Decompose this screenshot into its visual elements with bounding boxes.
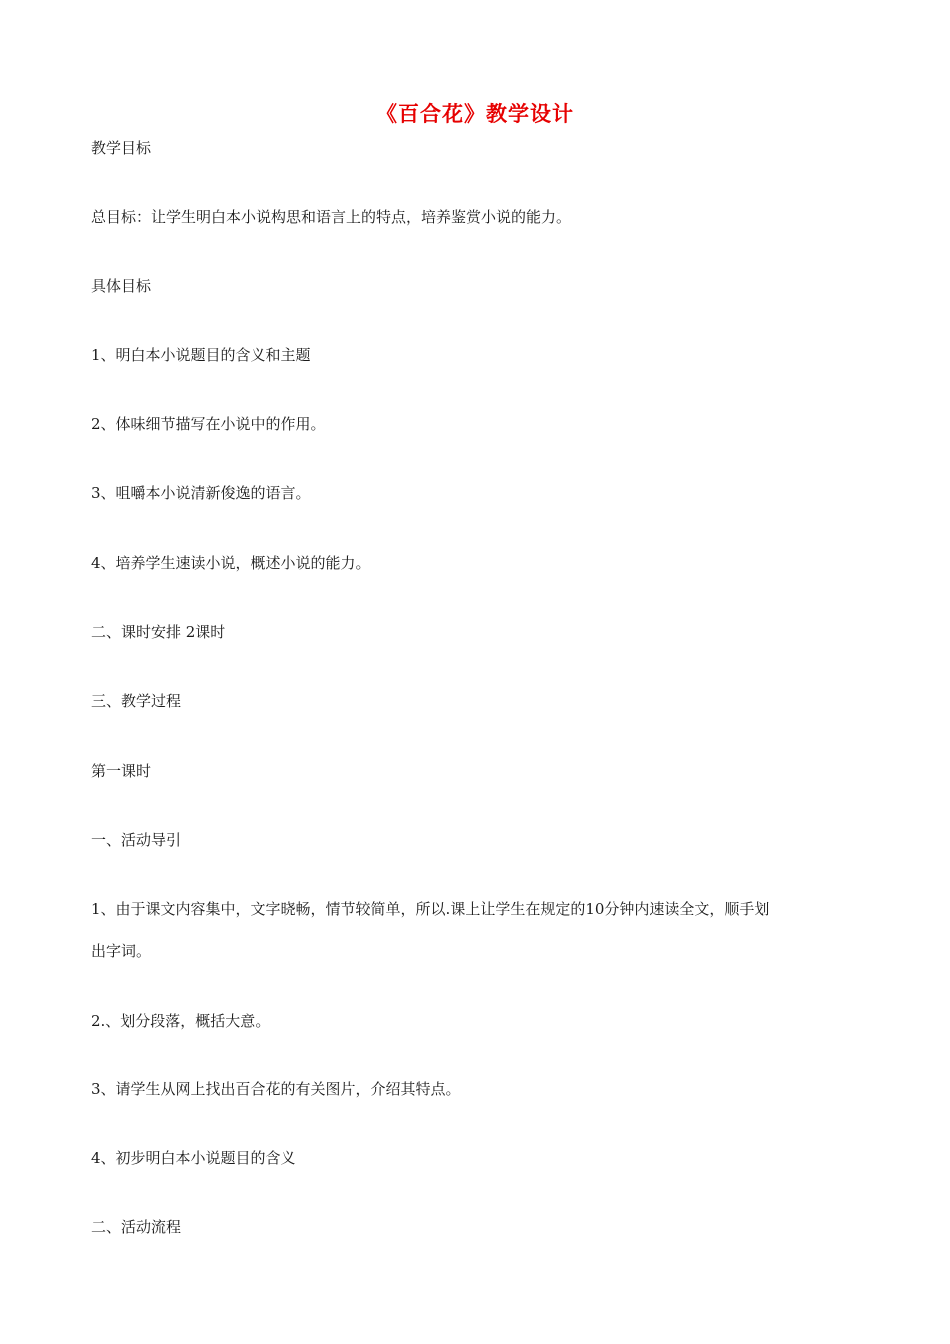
list-item-goal-3: 3、咀嚼本小说清新俊逸的语言。 (91, 484, 311, 502)
document-title: 《百合花》教学设计 (376, 101, 574, 126)
heading-first-lesson: 第一课时 (91, 762, 152, 780)
paragraph-step-4: 4、初步明白本小说题目的含义 (91, 1149, 296, 1167)
heading-activity-guide: 一、活动导引 (91, 831, 182, 849)
heading-specific-goals: 具体目标 (91, 277, 152, 295)
heading-teaching-goals: 教学目标 (91, 139, 152, 157)
paragraph-step-1: 1、由于课文内容集中，文字晓畅，情节较简单，所以.课上让学生在规定的10分钟内速读全文，顺手划 (91, 900, 770, 918)
paragraph-step-3: 3、请学生从网上找出百合花的有关图片，介绍其特点。 (91, 1080, 461, 1098)
heading-teaching-process: 三、教学过程 (91, 692, 182, 710)
paragraph-step-1-continued: 出字词。 (91, 942, 152, 960)
list-item-goal-2: 2、体味细节描写在小说中的作用。 (91, 415, 326, 433)
list-item-goal-4: 4、培养学生速读小说，概述小说的能力。 (91, 554, 371, 572)
heading-schedule: 二、课时安排 2课时 (91, 623, 226, 641)
paragraph-step-2: 2.、划分段落，概括大意。 (91, 1012, 271, 1030)
paragraph-overall-goal: 总目标：让学生明白本小说构思和语言上的特点，培养鉴赏小说的能力。 (91, 208, 572, 226)
heading-activity-flow: 二、活动流程 (91, 1218, 182, 1236)
list-item-goal-1: 1、明白本小说题目的含义和主题 (91, 346, 311, 364)
